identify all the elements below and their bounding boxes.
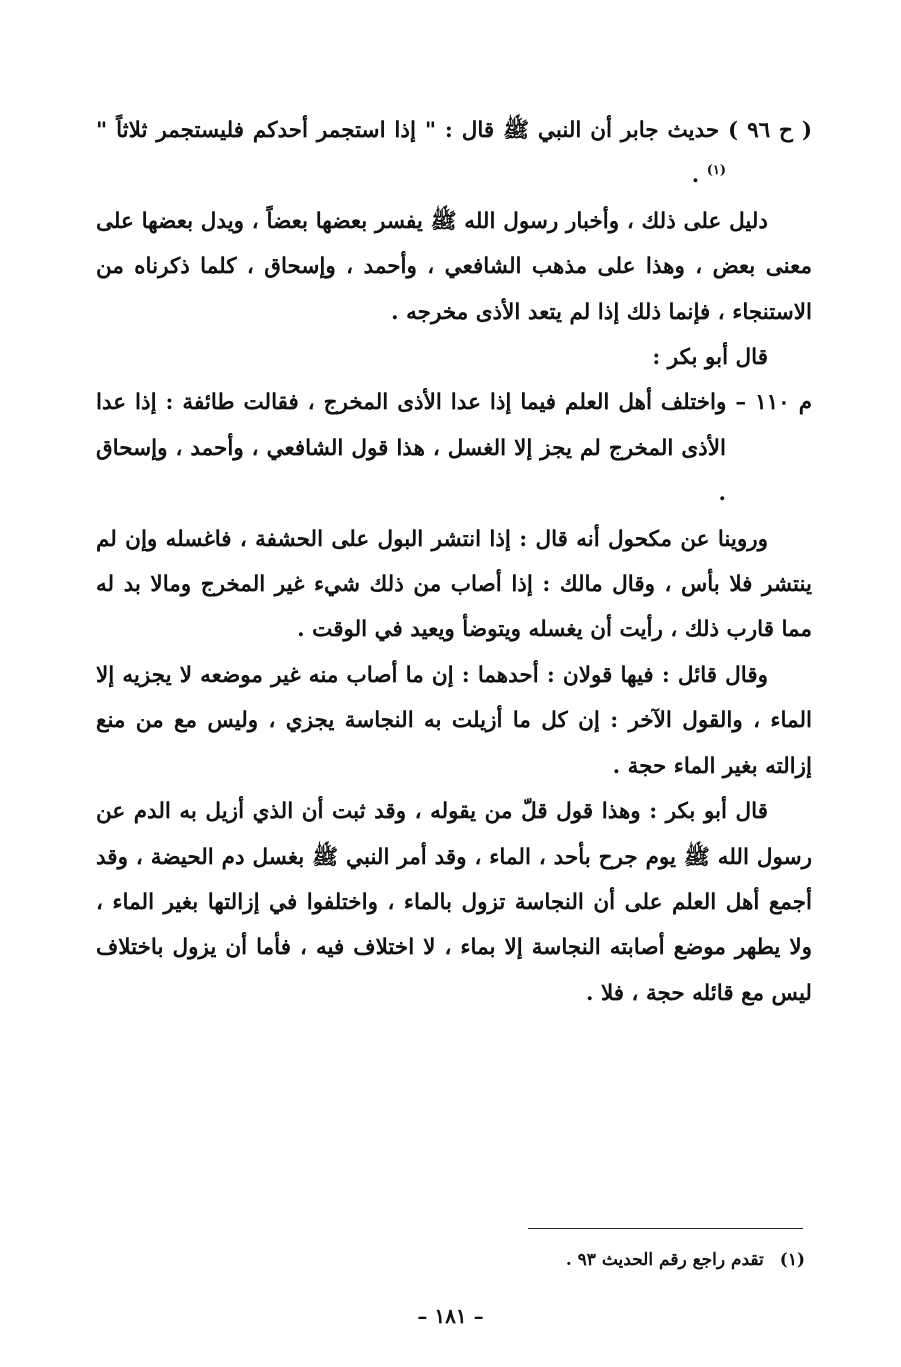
footnote-text: تقدم راجع رقم الحديث ٩٣ . xyxy=(565,1250,764,1270)
hadith-text: ( ح ٩٦ ) حديث جابر أن النبي ﷺ قال : " إذا استجمر أحدكم فليستجمر ثلاثاً " xyxy=(96,118,812,143)
author-conclusion-paragraph: قال أبو بكر : وهذا قول قلّ من يقوله ، وقد ثبت أن الذي أزيل به الدم عن رسول الله ﷺ يوم جرح بأحد ، الماء ، وقد أمر النبي ﷺ بغسل دم الحيضة ، وقد أجمع أهل العلم على أن النجاسة تزول بالماء ، واختلفوا في إزالتها بغير الماء ، ولا يطهر موضع أصابته النجاسة إلا بماء ، لا اختلاف فيه ، فأما أن يزول باختلاف ليس مع قائله حجة ، فلا . xyxy=(96,799,812,1006)
footnote xyxy=(305,1250,805,1270)
footnote-reference: (١) xyxy=(706,163,726,179)
speaker-line: قال أبو بكر : xyxy=(652,345,768,371)
footnote-number: (١) xyxy=(779,1250,805,1270)
hadith-paragraph xyxy=(96,108,812,199)
page-number: – ١٨١ – xyxy=(417,1304,484,1328)
footnote-divider xyxy=(528,1228,803,1229)
hadith-tail: . xyxy=(691,163,707,189)
makhul-paragraph: وروينا عن مكحول أنه قال : إذا انتشر البول على الحشفة ، فاغسله وإن لم ينتشر فلا بأس ، وقال مالك : إذا أصاب من ذلك شيء غير المخرج ومالا بد له مما قارب ذلك ، رأيت أن يغسله ويتوضأ ويعيد في الوقت . xyxy=(96,526,812,643)
commentary-paragraph: دليل على ذلك ، وأخبار رسول الله ﷺ يفسر بعضها بعضاً ، ويدل بعضها على معنى بعض ، وهذا على مذهب الشافعي ، وأحمد ، وإسحاق ، كلما ذكرناه من الاستنجاء ، فإنما ذلك إذا لم يتعد الأذى مخرجه . xyxy=(96,208,812,325)
two-opinions-paragraph: وقال قائل : فيها قولان : أحدهما : إن ما أصاب منه غير موضعه لا يجزيه إلا الماء ، والقول الآخر : إن كل ما أزيلت به النجاسة يجزي ، وليس مع من منع إزالته بغير الماء حجة . xyxy=(96,662,812,779)
issue-110-paragraph: م ١١٠ – واختلف أهل العلم فيما إذا عدا الأذى المخرج ، فقالت طائفة : إذا عدا الأذى المخرج لم يجز إلا الغسل ، هذا قول الشافعي ، وأحمد ، وإسحاق . xyxy=(96,390,813,507)
body-text xyxy=(96,108,812,1016)
